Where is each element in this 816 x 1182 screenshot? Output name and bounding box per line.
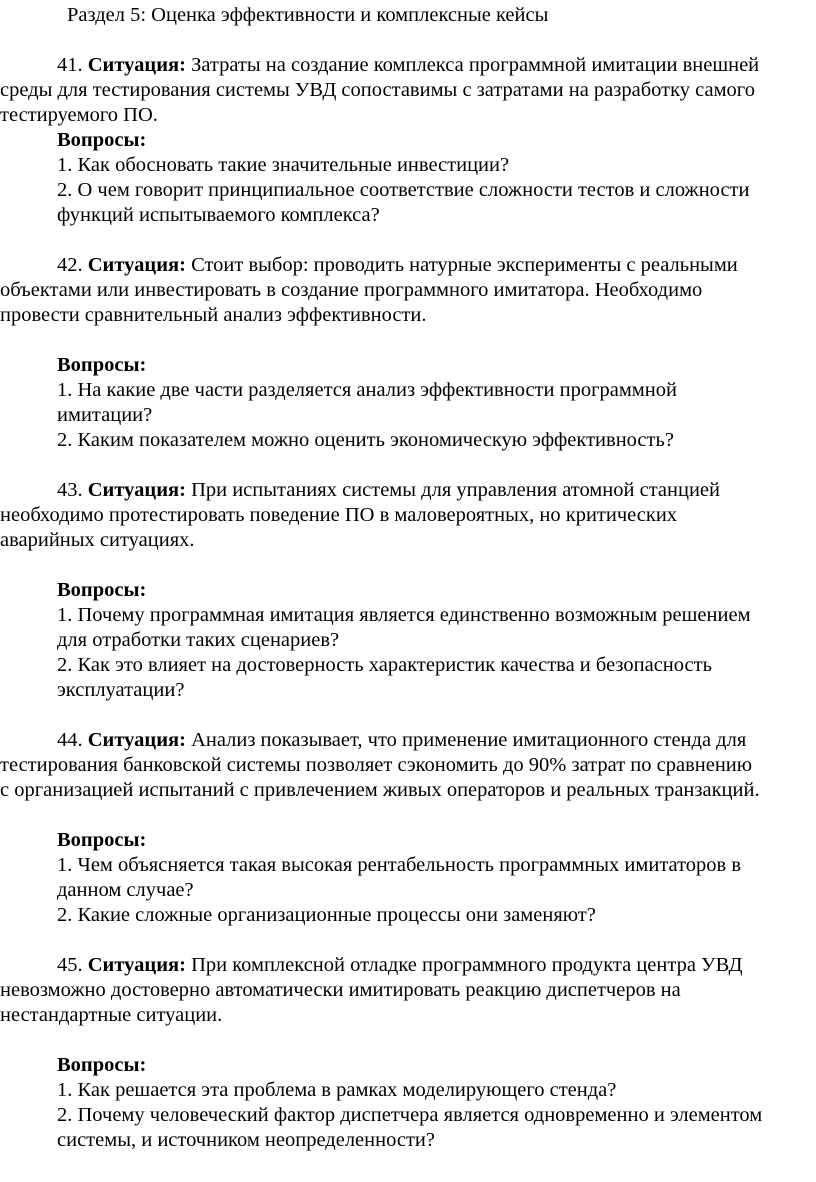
questions-label: Вопросы: bbox=[57, 129, 147, 151]
situation-text: Стоит выбор: проводить натурные эксперименты с реальными bbox=[191, 254, 738, 276]
question-text: для отработки таких сценариев? bbox=[57, 629, 340, 651]
question-text: 1. Почему программная имитация является единственно возможным решением bbox=[57, 604, 751, 626]
question-text: 2. Почему человеческий фактор диспетчера является одновременно и элементом bbox=[57, 1104, 763, 1126]
section-title: Раздел 5: Оценка эффективности и комплексные кейсы bbox=[67, 4, 549, 26]
question-text: функций испытываемого комплекса? bbox=[57, 204, 380, 226]
situation-text: При комплексной отладке программного продукта центра УВД bbox=[191, 954, 743, 976]
situation-text: тестируемого ПО. bbox=[0, 104, 158, 126]
situation-label: Ситуация: bbox=[87, 54, 186, 76]
situation-text: аварийных ситуациях. bbox=[0, 529, 195, 551]
questions-label: Вопросы: bbox=[57, 829, 147, 851]
case-first-line bbox=[57, 478, 720, 503]
situation-label: Ситуация: bbox=[87, 479, 186, 501]
question-text: 2. Каким показателем можно оценить экономическую эффективность? bbox=[57, 429, 674, 451]
situation-text: необходимо протестировать поведение ПО в маловероятных, но критических bbox=[0, 504, 678, 526]
situation-label: Ситуация: bbox=[87, 254, 186, 276]
situation-text: невозможно достоверно автоматически имитировать реакцию диспетчеров на bbox=[0, 979, 681, 1001]
case-number: 42. bbox=[57, 254, 83, 276]
questions-label: Вопросы: bbox=[57, 354, 147, 376]
question-text: 1. На какие две части разделяется анализ эффективности программной bbox=[57, 379, 677, 401]
case-first-line bbox=[57, 53, 759, 78]
question-text: 2. Как это влияет на достоверность характеристик качества и безопасность bbox=[57, 654, 712, 676]
question-text: системы, и источником неопределенности? bbox=[57, 1129, 435, 1151]
situation-text: провести сравнительный анализ эффективности. bbox=[0, 304, 427, 326]
situation-text: нестандартные ситуации. bbox=[0, 1004, 223, 1026]
case-first-line bbox=[57, 253, 738, 278]
case-first-line bbox=[57, 728, 746, 753]
question-text: 1. Как решается эта проблема в рамках моделирующего стенда? bbox=[57, 1079, 617, 1101]
situation-text: При испытаниях системы для управления атомной станцией bbox=[191, 479, 720, 501]
case-number: 43. bbox=[57, 479, 83, 501]
question-text: 1. Чем объясняется такая высокая рентабельность программных имитаторов в bbox=[57, 854, 742, 876]
situation-label: Ситуация: bbox=[87, 729, 186, 751]
case-number: 44. bbox=[57, 729, 83, 751]
situation-text: с организацией испытаний с привлечением живых операторов и реальных транзакций. bbox=[0, 779, 760, 801]
questions-label: Вопросы: bbox=[57, 1054, 147, 1076]
questions-label: Вопросы: bbox=[57, 579, 147, 601]
situation-label: Ситуация: bbox=[87, 954, 186, 976]
question-text: 2. О чем говорит принципиальное соответствие сложности тестов и сложности bbox=[57, 179, 750, 201]
situation-text: Затраты на создание комплекса программной имитации внешней bbox=[191, 54, 760, 76]
question-text: имитации? bbox=[57, 404, 153, 426]
case-number: 41. bbox=[57, 54, 83, 76]
question-text: данном случае? bbox=[57, 879, 194, 901]
situation-text: Анализ показывает, что применение имитационного стенда для bbox=[191, 729, 747, 751]
question-text: эксплуатации? bbox=[57, 679, 185, 701]
case-first-line bbox=[57, 953, 742, 978]
situation-text: объектами или инвестировать в создание программного имитатора. Необходимо bbox=[0, 279, 703, 301]
question-text: 1. Как обосновать такие значительные инвестиции? bbox=[57, 154, 510, 176]
situation-text: тестирования банковской системы позволяет сэкономить до 90% затрат по сравнению bbox=[0, 754, 753, 776]
situation-text: среды для тестирования системы УВД сопоставимы с затратами на разработку самого bbox=[0, 79, 755, 101]
question-text: 2. Какие сложные организационные процессы они заменяют? bbox=[57, 904, 596, 926]
case-number: 45. bbox=[57, 954, 83, 976]
